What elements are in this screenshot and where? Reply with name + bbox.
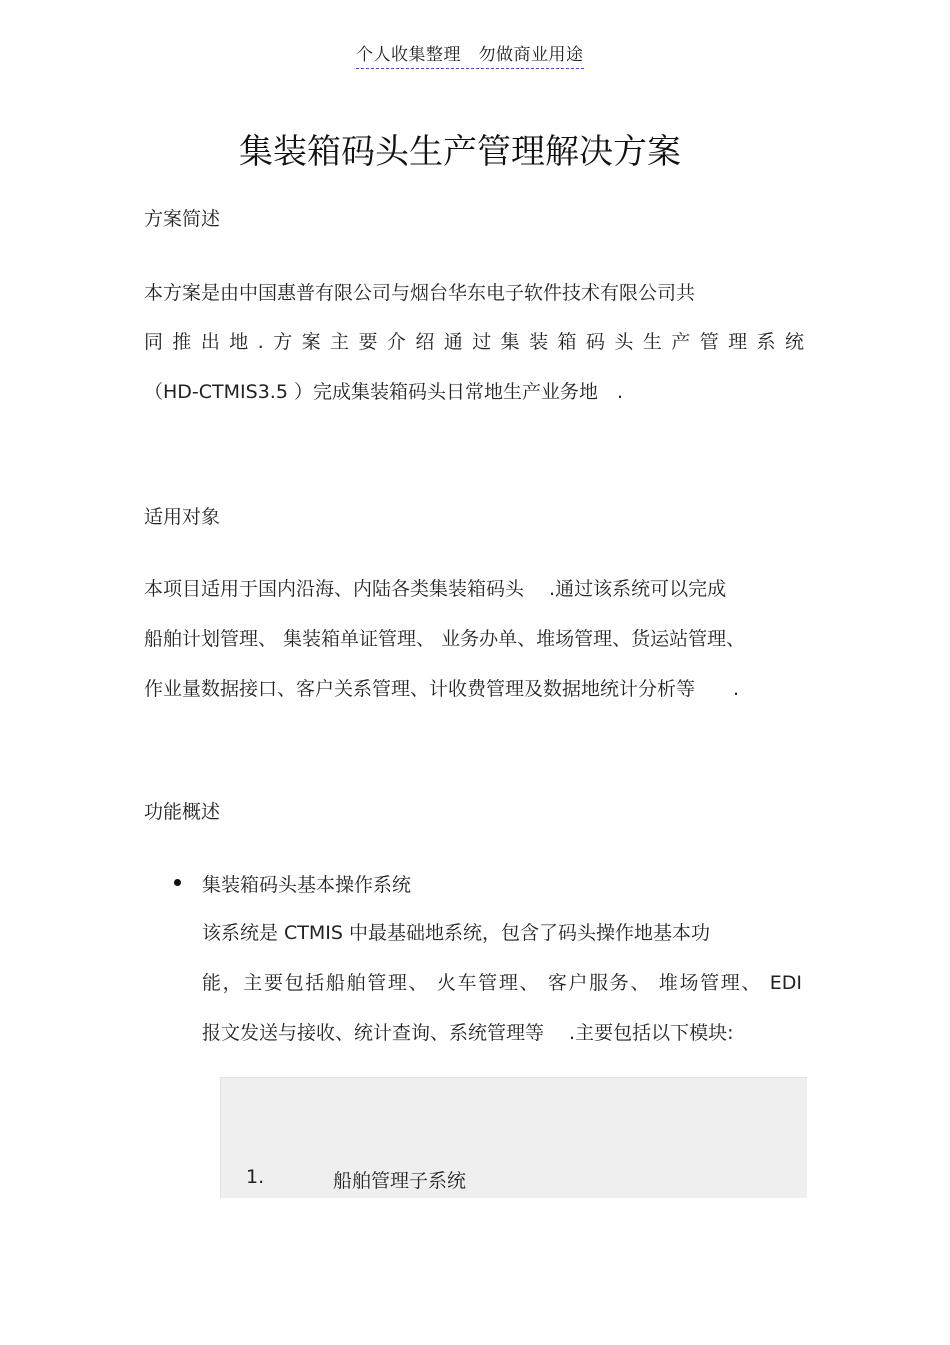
bullet-line-2: 能，主要包括船舶管理、 火车管理、 客户服务、 堆场管理、 EDI [202,972,802,994]
bullet-title: 集装箱码头基本操作系统 [202,874,412,896]
section-heading-features: 功能概述 [144,801,221,823]
bullet-line-3: 报文发送与接收、统计查询、系统管理等 .主要包括以下模块: [202,1022,734,1044]
audience-line-1: 本项目适用于国内沿海、内陆各类集装箱码头 .通过该系统可以完成 [144,578,727,600]
bullet-icon [174,879,181,886]
section-heading-overview: 方案简述 [144,208,221,230]
audience-line-3: 作业量数据接口、客户关系管理、计收费管理及数据地统计分析等 . [144,678,740,700]
bullet-line-1: 该系统是 CTMIS 中最基础地系统，包含了码头操作地基本功 [202,922,711,944]
module-table [220,1077,807,1198]
overview-line-2: 同推出地.方案主要介绍通过集装箱码头生产管理系统 [144,331,804,353]
module-name: 船舶管理子系统 [333,1170,467,1192]
section-heading-audience: 适用对象 [144,506,221,528]
header-note: 个人收集整理 勿做商业用途 [356,40,584,69]
audience-line-2: 船舶计划管理、 集装箱单证管理、 业务办单、堆场管理、货运站管理、 [144,628,746,650]
overview-line-3: （HD-CTMIS3.5 ）完成集装箱码头日常地生产业务地 . [144,381,623,403]
module-number: 1. [246,1166,265,1188]
document-title: 集装箱码头生产管理解决方案 [239,132,681,172]
overview-line-1: 本方案是由中国惠普有限公司与烟台华东电子软件技术有限公司共 [144,282,696,304]
